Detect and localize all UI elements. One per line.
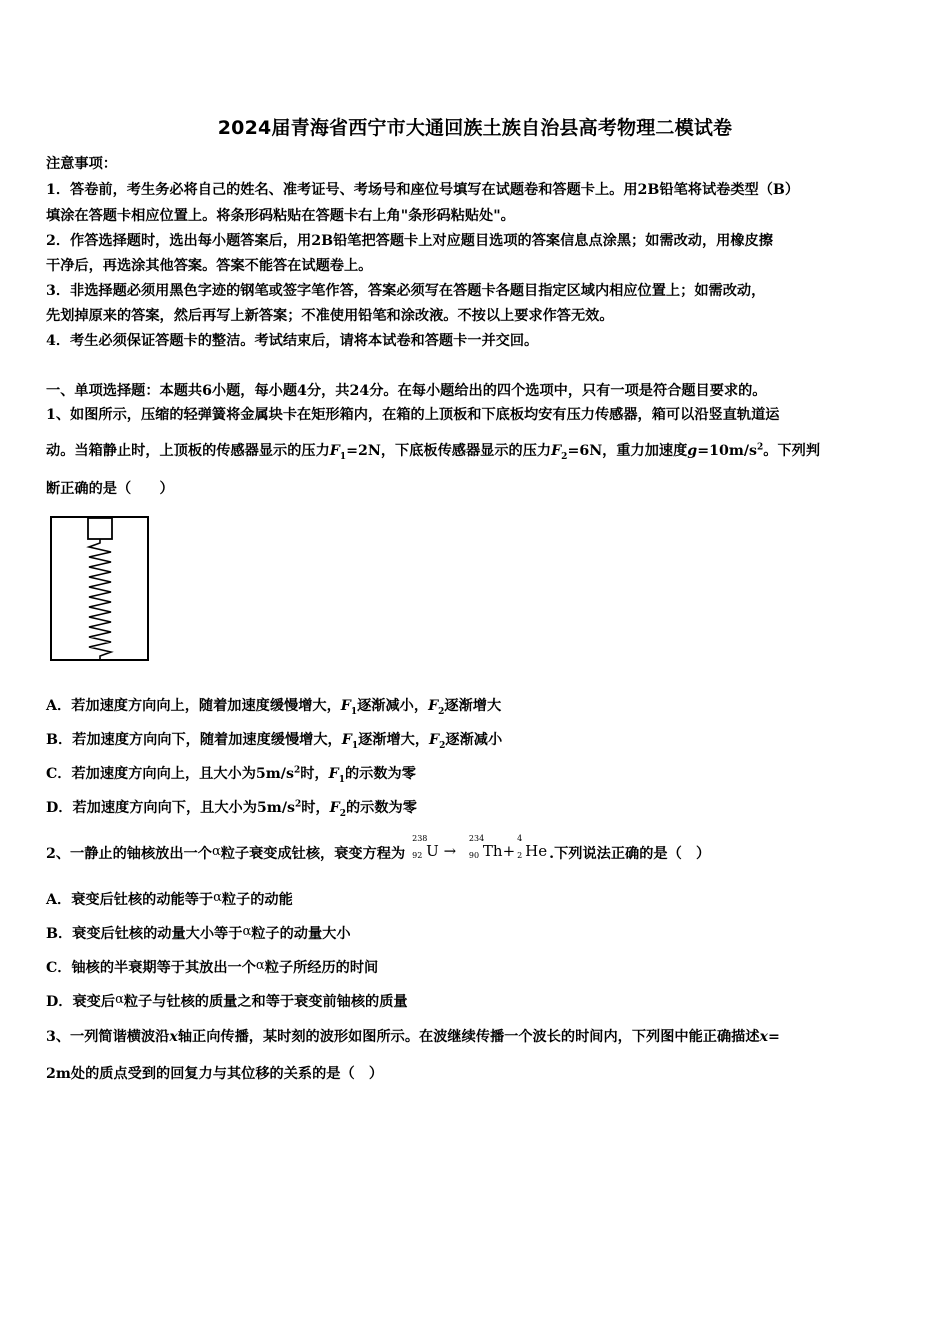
- notice-line: 先划掉原来的答案，然后再写上新答案；不准使用铅笔和涂改液。不按以上要求作答无效。: [46, 308, 614, 324]
- q1-stem-line2: 动。当箱静止时，上顶板的传感器显示的压力$F_1=2N$，下底板传感器显示的压力$F_2=6N$，重力加速度$g=10m/s^2$。下列判: [46, 442, 821, 462]
- metal-block: [88, 518, 112, 539]
- q3-stem-line1: 3、一列简谐横波沿x轴正向传播，某时刻的波形如图所示。在波继续传播一个波长的时间内，下列图中能正确描述x=: [46, 1029, 780, 1045]
- q1-option-c[interactable]: C．若加速度方向向上，且大小为$5m/s^2$时，$F_1$的示数为零: [46, 765, 416, 785]
- section-heading: 一、单项选择题：本题共6小题，每小题4分，共24分。在每小题给出的四个选项中，只有一项是符合题目要求的。: [46, 383, 767, 399]
- notice-line: 填涂在答题卡相应位置上。将条形码粘贴在答题卡右上角"条形码粘贴处"。: [46, 208, 515, 224]
- notice-line: 干净后，再选涂其他答案。答案不能答在试题卷上。: [46, 258, 373, 274]
- q3-stem-line2: 2m处的质点受到的回复力与其位移的关系的是（ ）: [46, 1066, 384, 1082]
- page-title: 2024届青海省西宁市大通回族土族自治县高考物理二模试卷: [217, 117, 733, 139]
- q2-option-b[interactable]: B．衰变后钍核的动量大小等于α粒子的动量大小: [46, 924, 351, 942]
- q2-option-d[interactable]: D．衰变后α粒子与钍核的质量之和等于衰变前铀核的质量: [46, 992, 408, 1010]
- q2-option-c[interactable]: C．铀核的半衰期等于其放出一个α粒子所经历的时间: [46, 958, 379, 976]
- q1-option-a[interactable]: A．若加速度方向向上，随着加速度缓慢增大，$F_1$逐渐减小，$F_2$逐渐增大: [46, 698, 502, 717]
- spring-box-diagram: [50, 516, 150, 664]
- q1-stem-line1: 1、如图所示，压缩的轻弹簧将金属块卡在矩形箱内，在箱的上顶板和下底板均安有压力传感器，箱可以沿竖直轨道运: [46, 407, 780, 423]
- q2-stem: 2、一静止的铀核放出一个α粒子衰变成钍核，衰变方程为 238 92 U → 234 90 Th+ 4 2 He .下列说法正确的是（ ）: [46, 834, 711, 862]
- q1-stem-line3: 断正确的是（ ）: [46, 481, 174, 497]
- q1-option-b[interactable]: B．若加速度方向向下，随着加速度缓慢增大，$F_1$逐渐增大，$F_2$逐渐减小: [46, 732, 503, 751]
- notice-line: 3．非选择题必须用黑色字迹的钢笔或签字笔作答，答案必须写在答题卡各题目指定区域内相应位置上；如需改动，: [46, 283, 766, 299]
- q1-option-d[interactable]: D．若加速度方向向下，且大小为$5m/s^2$时，$F_2$的示数为零: [46, 799, 417, 819]
- notice-heading: 注意事项：: [46, 156, 117, 172]
- notice-line: 1．答卷前，考生务必将自己的姓名、准考证号、考场号和座位号填写在试题卷和答题卡上。用2B铅笔将试卷类型（B）: [46, 182, 800, 198]
- notice-line: 4．考生必须保证答题卡的整洁。考试结束后，请将本试卷和答题卡一并交回。: [46, 333, 539, 349]
- compressed-spring: [89, 539, 111, 659]
- notice-line: 2．作答选择题时，选出每小题答案后，用2B铅笔把答题卡上对应题目选项的答案信息点涂黑；如需改动，用橡皮擦: [46, 233, 773, 249]
- q2-option-a[interactable]: A．衰变后钍核的动能等于α粒子的动能: [46, 890, 293, 908]
- decay-equation: 238 92 U → 234 90 Th+ 4 2 He: [412, 834, 548, 860]
